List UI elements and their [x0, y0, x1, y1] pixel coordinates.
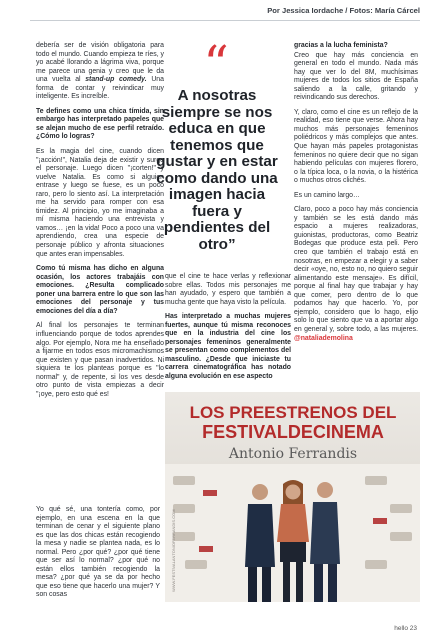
- byline: Por Jessica Iordache / Fotos: María Cárcel: [267, 6, 420, 15]
- banner-line-1: LOS PREESTRENOS DEL: [189, 403, 397, 422]
- social-handle: @nataliademolina: [294, 334, 353, 342]
- paragraph: Yo qué sé, una tontería como, por ejemplo, en una escena en la que terminan de cenar y el siguiente plano es que las dos chicas están recogiendo la mesa y nadie se plantea nada, es lo normal. Pero ¿por qué? ¿por qué tiene que ser así lo normal? ¿por qué no están ellos también recogiendo la mesa? ¿por qué ya se da por hecho que eso tiene que hacerlo una mujer? Y son cosas: [36, 506, 160, 599]
- question-end: gracias a la lucha feminista?: [294, 42, 388, 49]
- column-middle: [165, 273, 291, 388]
- banner-line-2: FESTIVALDECINEMA: [202, 422, 384, 442]
- paragraph: que el cine te hace verlas y reflexionar sobre ellas. Todos mis personajes me han ayudado, y espero que también a mucha gente que haya visto la película.: [165, 273, 291, 306]
- page-number: hello 23: [394, 625, 417, 632]
- wall-text: WWW.FESTIVALANTONIOFERRANDIS.COM: [171, 509, 176, 592]
- answer: Claro, poco a poco hay más conciencia y también se les está dando más espacio a mujeres realizadoras, guionistas, productoras, como Beatriz Bodegas que produce esta peli. Pero creo que también el trabajo está en nosotras, en empezar a elegir y a saber decir «oye, no, esto no, no quiero seguir alimentando este mensaje». Es difícil, porque al final hay que trabajar y hay que comer, pero dentro de lo que podamos hay que hacerlo. Yo, por ejemplo, considero que lo hago, elijo solo lo que siento que va a aportar algo en general y, sobre todo, a las mujeres. @nataliademolina: [294, 206, 418, 342]
- quote-mark-icon: “: [203, 35, 229, 93]
- column-right: [294, 42, 418, 349]
- answer: Es un camino largo…: [294, 191, 360, 199]
- answer: Y, claro, como el cine es un reflejo de la realidad, eso tiene que verse. Ahora hay muchos más personajes femeninos poliédricos y más complejos que antes. Que hayan más papeles protagonistas femeninos no quiere decir que no sigan habiendo películas con mujeres florero, o la típica loca, o la novia, o la histérica o muchos otros clichés.: [294, 108, 418, 185]
- answer: Al final los personajes te terminan influenciando porque de todos aprendes algo. Por ejemplo, Nora me ha enseñado a fijarme en todos esos micromachismos que existen y que pasan inadvertidos. Ni siquiera te los planteas porque es "lo normal" y, de repente, si los ves desde otro punto de vista empiezas a decir "¡oye, pero esto qué es!: [36, 322, 164, 398]
- answer: Es la magia del cine, cuando dicen "¡acción!", Natalia deja de existir y surge el personaje. Luego dicen "¡corten!" y vuelve Natalia. Es como si alguien entrase y luego se fuese, es un poco raro, pero lo siento así. La interpretación me ha servido para romper con esa timidez. Al principio, yo me imaginaba a mí misma haciendo una entrevista y vamos… ¡en la vida! Poco a poco una va aprendiendo, crea una especie de personaje público y afronta situaciones que antes eran impensables.: [36, 148, 164, 258]
- column-left: [36, 42, 164, 405]
- column-left-bottom: [36, 506, 160, 606]
- pull-quote: A nosotras siempre se nos educa en que tenemos que gustar y en estar como dando una imagen hacia fuera y pendientes del otro”: [156, 87, 278, 253]
- banner-line-3: Antonio Ferrandis: [228, 446, 358, 462]
- question: Como tú misma has dicho en alguna ocasión, los actores trabajáis con emociones. ¿Resulta complicado poner una barrera entre lo que son las emociones del personaje y tus emociones del día a día?: [36, 265, 164, 315]
- paragraph: debería ser de visión obligatoria para todo el mundo. Cuando empieza te ríes, y yo acabé llorando a lágrima viva, porque me parece una genia y creo que le da una vuelta al stand-up comedy. Una forma de contar y reivindicar muy inteligente. Es increíble.: [36, 42, 164, 101]
- page-header: [30, 6, 420, 21]
- question: Te defines como una chica tímida, sin embargo has interpretado papeles que se alejan mucho de ese perfil retraído. ¿Cómo lo logras?: [36, 107, 164, 141]
- event-photo: [165, 392, 420, 602]
- question: Has interpretado a muchas mujeres fuertes, aunque tú misma reconoces que en la industria del cine los personajes femeninos generalmente se presentan como complementos del masculino. ¿Desde que iniciaste tu carrera cinematográfica has notado alguna evolución en ese aspecto: [165, 313, 291, 381]
- answer: Creo que hay más conciencia en general en todo el mundo. Nada más hay que ver lo del 8M, muchísimas mujeres de todos los sitios de España saliendo a la calle, gritando y reivindicando sus derechos.: [294, 51, 418, 102]
